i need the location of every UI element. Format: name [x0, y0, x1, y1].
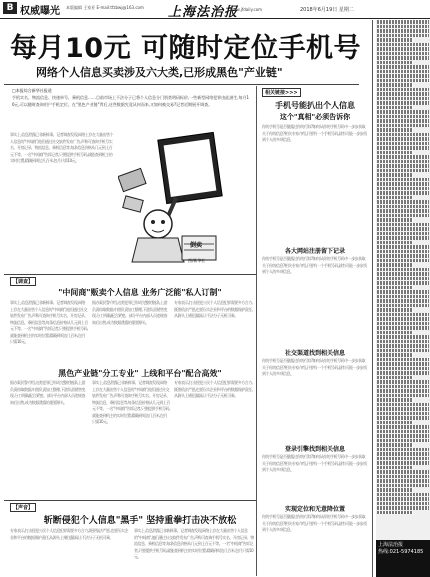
listing-line — [377, 295, 429, 299]
listing-line — [377, 313, 429, 317]
listing-line — [377, 335, 429, 339]
body-col-c2: 事实上,信息泄露已非新鲜事。记者调查发现,网络上存在大量出售个人信息的"中间商",他们通过社交软件发布广告,声称可查询手机号实名、开房记录、物流信息、乘机信息等,每条信息价格从几元到上百元不等。一名"中间商"告诉记者,只要提供手机号码,就能查到机主的实时位置,精确到周边几百米,包月只需10元。 — [134, 528, 254, 559]
section-heading-b: 黑色产业链"分工专业" 上线和平台"配合高效" — [30, 368, 250, 379]
listing-line — [377, 160, 429, 164]
related-heading-3: 社交渠道找到相关信息 — [284, 350, 345, 357]
listing-line — [377, 385, 429, 389]
listing-line — [377, 380, 429, 384]
listing-line — [377, 241, 413, 245]
listing-line — [377, 470, 429, 474]
listing-line — [377, 92, 429, 96]
listing-line — [377, 421, 413, 425]
related-body-1: 你的手机号是否暴露过你的行踪?如何从你的手机号码中一步步获取关于你的信息?相关专家介绍,只要有一个手机号码,就有可能一步步找到个人的多项信息。 — [262, 124, 367, 142]
listing-line — [377, 106, 413, 110]
body-col-a3: 专家表示,打击侵犯公民个人信息犯罪需要多方合力,既要依法严惩,也要压实企业和平台的数据保护责任,从源头上堵住漏洞,让不法分子无机可乘。 — [174, 300, 253, 318]
listing-line — [377, 169, 429, 173]
listing-line — [377, 493, 429, 497]
section-tag-voice: 【声音】 — [10, 503, 36, 512]
listing-line — [377, 236, 429, 240]
listing-line — [377, 484, 429, 488]
byline: □本报综合新华社报道 — [12, 88, 52, 93]
listing-line — [377, 101, 429, 105]
related-body-4: 你的手机号是否暴露过你的行踪?如何从你的手机号码中一步步获取关于你的信息?相关专家介绍,只要有一个手机号码,就有可能一步步找到个人的多项信息。 — [262, 454, 367, 472]
listing-line — [377, 475, 429, 479]
listing-line — [377, 281, 429, 285]
listing-line — [377, 349, 429, 353]
listing-line — [377, 178, 429, 182]
listing-line — [377, 308, 413, 312]
listing-line — [377, 331, 413, 335]
listing-line — [377, 223, 429, 227]
listing-line — [377, 38, 413, 42]
body-col-a1: 事实上,信息泄露已非新鲜事。记者调查发现,网络上存在大量出售个人信息的"中间商",他们通过社交软件发布广告,声称可查询手机号实名、开房记录、物流信息、乘机信息等,每条信息价格从几元到上百元不等。一名"中间商"告诉记者,只要提供手机号码,就能查到机主的实时位置,精确到周边几百米,包月只需10元。 — [10, 300, 88, 344]
column-divider — [256, 86, 257, 576]
listing-line — [377, 110, 429, 114]
listing-line — [377, 497, 429, 501]
listing-line — [377, 232, 429, 236]
listing-line — [377, 479, 429, 483]
listing-line — [377, 56, 429, 60]
listing-line — [377, 200, 429, 204]
issue-date: 2018年6月19日 星期二 — [300, 7, 354, 13]
listing-line — [377, 511, 413, 515]
listing-line — [377, 65, 429, 69]
listing-line — [377, 425, 429, 429]
listing-line — [377, 394, 429, 398]
listing-line — [377, 439, 429, 443]
listing-line — [377, 34, 429, 38]
column-divider — [372, 20, 373, 577]
editor-line: 本版编辑 王家亚 E-mail:tfzbwj@163.com — [66, 5, 144, 10]
listing-line — [377, 304, 429, 308]
listing-line — [377, 430, 429, 434]
listing-line — [377, 286, 413, 290]
page-number: B — [3, 2, 17, 14]
body-column-narrow — [236, 132, 256, 268]
listing-sidebar — [376, 20, 430, 540]
listing-line — [377, 88, 429, 92]
listing-line — [377, 263, 413, 267]
listing-line — [377, 133, 429, 137]
section-heading-a: "中间商"贩卖个人信息 业务广泛能"私人订制" — [58, 288, 222, 297]
ad-box — [376, 540, 430, 577]
listing-line — [377, 214, 429, 218]
related-heading-5: 实现定位和无意降位置 — [284, 506, 345, 513]
listing-line — [377, 371, 429, 375]
listing-line — [377, 79, 429, 83]
sub-headline: 网络个人信息买卖涉及六大类,已形成黑色"产业链" — [36, 66, 283, 79]
body-col-a2: 据办案民警介绍,这类犯罪已形成完整的链条,上游负责窃取数据,中游负责加工整理,下游负责销售变现,分工明确,配合紧密。部分平台内部人员违规查询后出售,成为数据泄露的重要源头。 — [92, 300, 168, 325]
divider — [4, 274, 256, 275]
related-heading-1: 手机号能扒出个人信息 — [275, 101, 355, 110]
related-body-2: 你的手机号是否暴露过你的行踪?如何从你的手机号码中一步步获取关于你的信息?相关专家介绍,只要有一个手机号码,就有可能一步步找到个人的多项信息。 — [262, 256, 367, 274]
listing-line — [377, 83, 413, 87]
listing-line — [377, 502, 429, 506]
section-title: 权威曝光 — [20, 6, 60, 17]
related-heading-4: 登录引擎找到相关信息 — [284, 446, 345, 453]
listing-line — [377, 187, 429, 191]
masthead-logo: 上海法治报 — [168, 5, 239, 20]
listing-line — [377, 191, 429, 195]
divider — [4, 500, 256, 501]
listing-line — [377, 250, 429, 254]
listing-line — [377, 322, 429, 326]
related-body-3: 你的手机号是否暴露过你的行踪?如何从你的手机号码中一步步获取关于你的信息?相关专家介绍,只要有一个手机号码,就有可能一步步找到个人的多项信息。 — [262, 358, 367, 376]
listing-line — [377, 20, 429, 24]
listing-line — [377, 412, 429, 416]
listing-line — [377, 209, 429, 213]
listing-line — [377, 61, 413, 65]
listing-line — [377, 218, 413, 222]
listing-line — [377, 128, 413, 132]
ad-title: 上海法治报 — [378, 542, 404, 548]
ad-hotline: 热线:021-5974185 — [378, 549, 424, 555]
listing-line — [377, 344, 429, 348]
divider — [4, 84, 359, 85]
listing-line — [377, 448, 429, 452]
listing-line — [377, 115, 429, 119]
listing-line — [377, 151, 413, 155]
website-url: www.jfdaily.com — [230, 7, 263, 12]
listing-line — [377, 272, 429, 276]
listing-line — [377, 362, 429, 366]
listing-line — [377, 43, 429, 47]
listing-line — [377, 277, 429, 281]
listing-line — [377, 142, 429, 146]
listing-line — [377, 290, 429, 294]
listing-line — [377, 488, 413, 492]
listing-line — [377, 245, 429, 249]
section-tag-investigation: 【调查】 — [10, 277, 36, 286]
body-col-c1: 专家表示,打击侵犯公民个人信息犯罪需要多方合力,既要依法严惩,也要压实企业和平台的数据保护责任,从源头上堵住漏洞,让不法分子无机可乘。 — [10, 528, 128, 540]
listing-line — [377, 340, 429, 344]
body-col-b2: 事实上,信息泄露已非新鲜事。记者调查发现,网络上存在大量出售个人信息的"中间商",他们通过社交软件发布广告,声称可查询手机号实名、开房记录、物流信息、乘机信息等,每条信息价格从几元到上百元不等。一名"中间商"告诉记者,只要提供手机号码,就能查到机主的实时位置,精确到周边几百米,包月只需10元。 — [92, 380, 170, 424]
listing-line — [377, 25, 429, 29]
listing-line — [377, 97, 429, 101]
listing-line — [377, 74, 429, 78]
listing-line — [377, 29, 429, 33]
listing-line — [377, 254, 429, 258]
cartoon-sign-text: 倒卖个人信息 实名手机号 — [164, 144, 196, 174]
listing-line — [377, 461, 429, 465]
listing-line — [377, 358, 429, 362]
listing-line — [377, 506, 429, 510]
section-heading-c: 斩断侵犯个人信息"黑手" 坚持重拳打击决不放松 — [43, 516, 237, 526]
listing-line — [377, 466, 413, 470]
body-col-b1: 据办案民警介绍,这类犯罪已形成完整的链条,上游负责窃取数据,中游负责加工整理,下游负责销售变现,分工明确,配合紧密。部分平台内部人员违规查询后出售,成为数据泄露的重要源头。 — [10, 380, 86, 405]
listing-line — [377, 52, 429, 56]
listing-line — [377, 317, 429, 321]
listing-line — [377, 227, 429, 231]
listing-line — [377, 403, 429, 407]
listing-line — [377, 367, 429, 371]
listing-line — [377, 299, 429, 303]
body-col-b3: 专家表示,打击侵犯公民个人信息犯罪需要多方合力,既要依法严惩,也要压实企业和平台的数据保护责任,从源头上堵住漏洞,让不法分子无机可乘。 — [174, 380, 253, 398]
listing-line — [377, 119, 429, 123]
listing-line — [377, 164, 429, 168]
listing-line — [377, 155, 429, 159]
listing-line — [377, 398, 413, 402]
listing-line — [377, 434, 429, 438]
cartoon-credit: 图/新华社 — [188, 258, 206, 263]
listing-line — [377, 353, 413, 357]
listing-line — [377, 146, 429, 150]
listing-line — [377, 326, 429, 330]
listing-line — [377, 182, 429, 186]
listing-line — [377, 416, 429, 420]
listing-line — [377, 376, 413, 380]
main-headline: 每月10元 可随时定位手机号 — [10, 33, 361, 64]
related-body-5: 你的手机号是否暴露过你的行踪?如何从你的手机号码中一步步获取关于你的信息?相关专家介绍,只要有一个手机号码,就有可能一步步找到个人的多项信息。 — [262, 514, 367, 532]
related-tag: 相关链接>>> — [262, 88, 301, 97]
listing-line — [377, 47, 429, 51]
listing-line — [377, 452, 429, 456]
listing-line — [377, 196, 413, 200]
body-column-left: 事实上,信息泄露已非新鲜事。记者调查发现,网络上存在大量出售个人信息的"中间商",他们通过社交软件发布广告,声称可查询手机号实名、开房记录、物流信息、乘机信息等,每条信息价格从几元到上百元不等。一名"中间商"告诉记者,只要提供手机号码,就能查到机主的实时位置,精确到周边几百米,包月只需10元。 — [10, 132, 114, 163]
cartoon-caption: 倒卖 — [190, 242, 203, 249]
listing-line — [377, 389, 429, 393]
listing-line — [377, 407, 429, 411]
listing-line — [377, 259, 429, 263]
listing-line — [377, 205, 429, 209]
listing-line — [377, 268, 429, 272]
related-heading-1b: 这个"真相"必须告诉你 — [279, 113, 351, 121]
listing-line — [377, 70, 429, 74]
lead-paragraph: 手机实名、物流信息、快递单号、乘机信息……目前市场上不法分子已将个人信息分门别类明码标价,一些新型网络犯罪由此滋生,每月10元,可以随时查询用户手机定位。在"黑色产业链"背后,这些数据究竟从何而来,又如何被交易?记者近期展开调查。 — [12, 95, 250, 107]
listing-line — [377, 173, 413, 177]
related-heading-2: 各大网站注册留下记录 — [284, 248, 345, 255]
listing-line — [377, 443, 413, 447]
listing-line — [377, 457, 429, 461]
listing-line — [377, 124, 429, 128]
listing-line — [377, 137, 429, 141]
